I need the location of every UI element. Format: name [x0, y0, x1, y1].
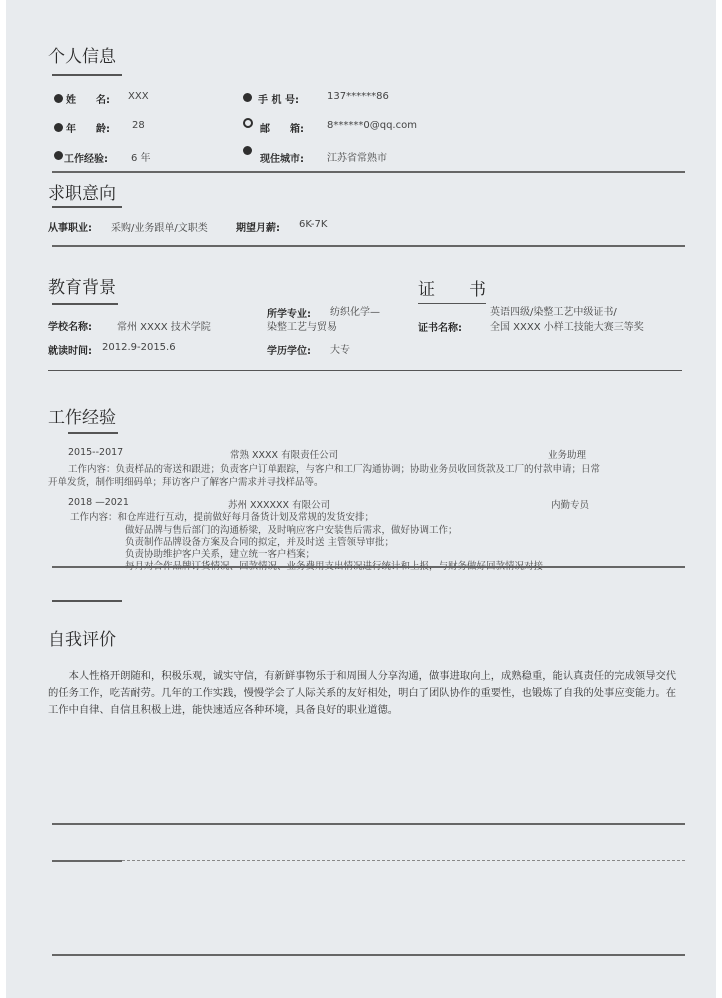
job2-duty-line5 — [125, 558, 543, 572]
divider — [52, 566, 685, 568]
major-value-line2: 染整工艺与贸易 — [267, 322, 337, 333]
certificate-label: 证书名称: — [418, 323, 462, 334]
age-value: 28 — [132, 120, 145, 131]
job2-duty-line3: 负责制作品牌设备方案及合同的拟定，并及时送 主管领导审批； — [125, 537, 395, 548]
job1-period: 2015--2017 — [68, 447, 124, 458]
job2-position: 内勤专员 — [551, 500, 590, 511]
school-value: 常州 XXXX 技术学院 — [117, 322, 211, 333]
title-underline — [52, 206, 122, 208]
title-underline — [418, 303, 486, 304]
section-title-work: 工作经验 — [48, 408, 116, 428]
period-value: 2012.9-2015.6 — [102, 342, 176, 353]
certificate-line1: 英语四级/染整工艺中级证书/ — [490, 307, 617, 318]
job1-duty-line2: 开单发货，制作明细码单；拜访客户了解客户需求并寻找样品等。 — [48, 477, 324, 488]
section-title-intent: 求职意向 — [48, 184, 116, 204]
job2-duty-line4: 负责协助维护客户关系，建立统一客户档案； — [125, 549, 316, 560]
job2-period: 2018 —2021 — [68, 497, 129, 508]
divider — [48, 370, 682, 371]
section-title-personal: 个人信息 — [48, 47, 116, 67]
user-icon — [54, 94, 63, 103]
degree-value: 大专 — [330, 345, 350, 356]
salary-label: 期望月薪: — [236, 223, 280, 234]
period-label: 就读时间: — [48, 346, 92, 357]
divider — [52, 823, 685, 825]
job2-duty-line1: 工作内容：和仓库进行互动，提前做好每月备货计划及常规的发货安排； — [70, 512, 375, 523]
job-label: 从事职业: — [48, 223, 92, 234]
divider — [52, 860, 122, 862]
section-title-certificate: 证 书 — [418, 280, 486, 300]
title-underline — [52, 74, 122, 76]
job1-position: 业务助理 — [548, 450, 587, 461]
dashed-divider — [122, 860, 685, 861]
briefcase-icon — [54, 151, 63, 160]
resume-page — [6, 0, 716, 998]
major-value-line1: 纺织化学— — [330, 307, 380, 318]
name-label: 姓 名: — [66, 95, 110, 106]
location-icon — [243, 146, 252, 155]
job1-company: 常熟 XXXX 有限责任公司 — [230, 450, 339, 461]
school-label: 学校名称: — [48, 322, 92, 333]
salary-value: 6K-7K — [299, 219, 328, 230]
title-underline — [52, 600, 122, 602]
mail-icon — [243, 118, 253, 128]
phone-label: 手 机 号: — [258, 95, 299, 106]
divider — [52, 171, 685, 173]
experience-value: 6 年 — [131, 153, 151, 164]
job2-company: 苏州 XXXXXX 有限公司 — [228, 500, 331, 511]
job2-duty-line2: 做好品牌与售后部门的沟通桥梁，及时响应客户安装售后需求，做好协调工作； — [125, 525, 458, 536]
divider — [52, 954, 685, 956]
email-value: 8******0@qq.com — [327, 120, 417, 131]
phone-icon — [243, 93, 252, 102]
city-label: 现住城市: — [260, 154, 304, 165]
job1-duty-line1: 工作内容：负责样品的寄送和跟进；负责客户订单跟踪，与客户和工厂沟通协调；协助业务员收回货款及工厂的付款申请；日常 — [68, 464, 601, 475]
section-title-education: 教育背景 — [48, 278, 116, 298]
section-title-self: 自我评价 — [48, 630, 116, 650]
certificate-line2: 全国 XXXX 小样工技能大赛三等奖 — [490, 322, 644, 333]
job-value: 采购/业务跟单/文职类 — [111, 223, 208, 234]
phone-value: 137******86 — [327, 91, 389, 102]
age-icon — [54, 123, 63, 132]
degree-label: 学历学位: — [267, 346, 311, 357]
divider — [52, 245, 685, 247]
title-underline — [68, 432, 118, 434]
city-value: 江苏省常熟市 — [327, 153, 387, 164]
major-label: 所学专业: — [267, 309, 311, 320]
age-label: 年 龄: — [66, 124, 110, 135]
title-underline — [52, 303, 118, 305]
self-evaluation-paragraph: 本人性格开朗随和，积极乐观，诚实守信，有新鲜事物乐于和周围人分享沟通，做事进取向上，成熟稳重，能认真责任的完成领导交代的任务工作，吃苦耐劳。几年的工作实践，慢慢学会了人际关系的友好相处，明白了团队协作的重要性，也锻炼了自我的处事应变能力。在工作中自律、自信且积极上进，能快速适应各种环境，具备良好的职业道德。 — [48, 670, 677, 716]
email-label: 邮 箱: — [260, 124, 304, 135]
experience-label: 工作经验: — [64, 154, 108, 165]
name-value: XXX — [128, 91, 149, 102]
